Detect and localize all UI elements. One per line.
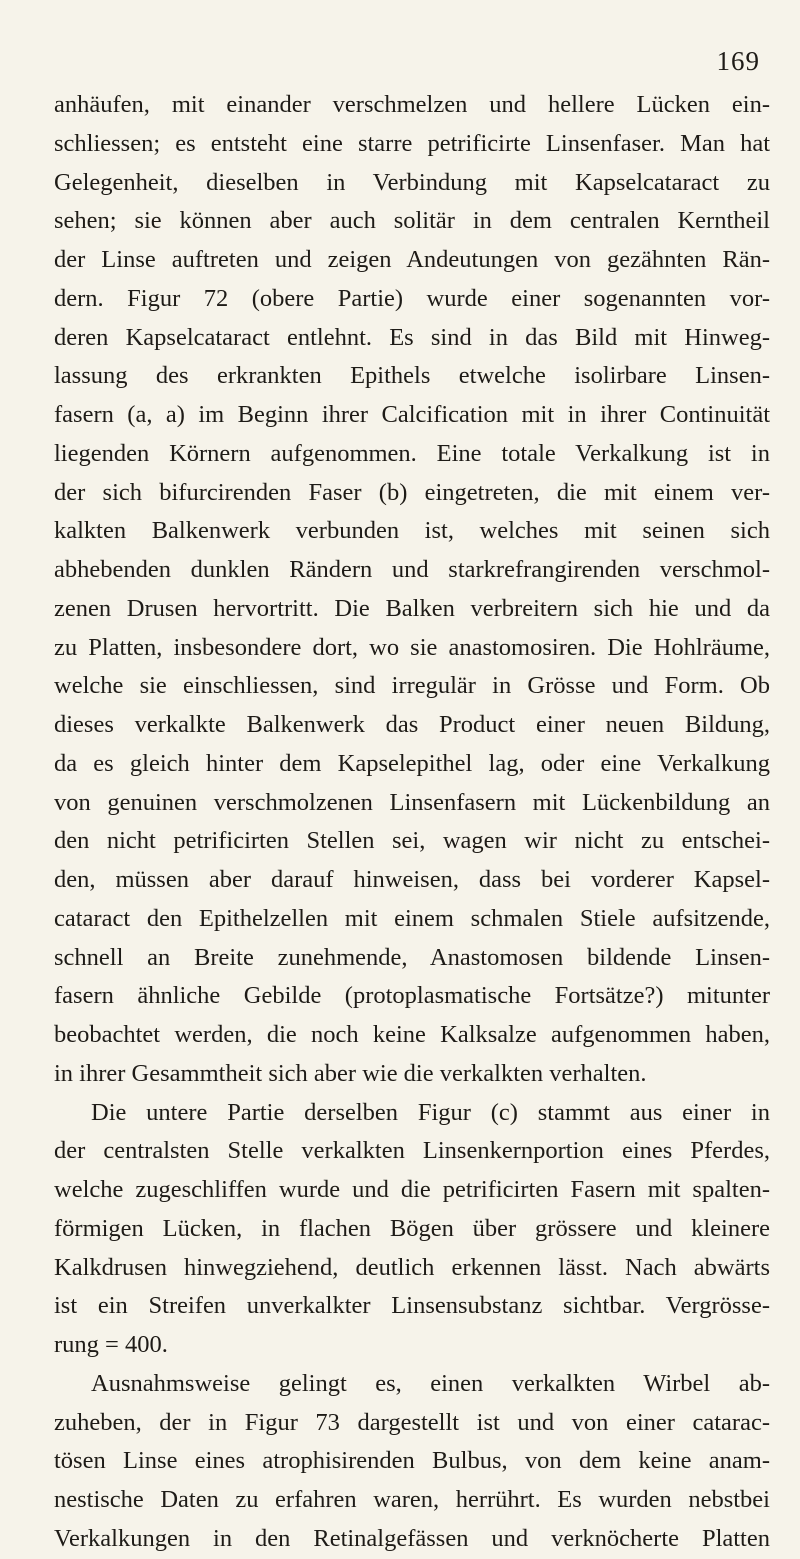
text-line: den nicht petrificirten Stellen sei, wagen wir nicht zu entschei- — [54, 827, 770, 855]
text-line: fasern ähnliche Gebilde (protoplasmatische Fortsätze?) mitunter — [54, 982, 770, 1010]
text-line: tösen Linse eines atrophisirenden Bulbus, von dem keine anam- — [54, 1447, 770, 1475]
text-line: von genuinen verschmolzenen Linsenfasern mit Lückenbildung an — [54, 788, 770, 816]
text-line: anhäufen, mit einander verschmelzen und hellere Lücken ein- — [54, 91, 770, 118]
text-line: Kalkdrusen hinwegziehend, deutlich erkennen lässt. Nach abwärts — [54, 1253, 770, 1281]
text-line: kalkten Balkenwerk verbunden ist, welches mit seinen sich — [54, 517, 770, 545]
text-line: förmigen Lücken, in flachen Bögen über grössere und kleinere — [54, 1214, 770, 1242]
text-line: cataract den Epithelzellen mit einem schmalen Stiele aufsitzende, — [54, 904, 770, 932]
text-line: der Linse auftreten und zeigen Andeutungen von gezähnten Rän- — [54, 246, 770, 273]
text-line: zenen Drusen hervortritt. Die Balken verbreitern sich hie und da — [54, 594, 770, 622]
text-line: dieses verkalkte Balkenwerk das Product einer neuen Bildung, — [54, 711, 770, 738]
page-number: 169 — [716, 46, 760, 76]
text-line: fasern (a, a) im Beginn ihrer Calcification mit in ihrer Continuität — [54, 401, 770, 428]
text-line: welche zugeschliffen wurde und die petrificirten Fasern mit spalten- — [54, 1176, 770, 1203]
text-line: Die untere Partie derselben Figur (c) stammt aus einer in — [91, 1098, 770, 1126]
text-line: Verkalkungen in den Retinalgefässen und verknöcherte Platten — [54, 1524, 770, 1552]
text-line: Ausnahmsweise gelingt es, einen verkalkten Wirbel ab- — [91, 1369, 770, 1397]
text-line: der centralsten Stelle verkalkten Linsenkernportion eines Pferdes, — [54, 1137, 770, 1165]
body-text — [54, 86, 770, 1559]
text-line: sehen; sie können aber auch solitär in dem centralen Kerntheil — [54, 207, 770, 235]
text-line: abhebenden dunklen Rändern und starkrefrangirenden verschmol- — [54, 556, 770, 583]
text-line: zuheben, der in Figur 73 dargestellt ist und von einer catarac- — [54, 1408, 770, 1436]
text-line: nestische Daten zu erfahren waren, herrührt. Es wurden nebstbei — [54, 1486, 770, 1513]
text-line: deren Kapselcataract entlehnt. Es sind in das Bild mit Hinweg- — [54, 323, 770, 351]
text-line: beobachtet werden, die noch keine Kalksalze aufgenommen haben, — [54, 1021, 770, 1048]
text-line: der sich bifurcirenden Faser (b) eingetreten, die mit einem ver- — [54, 478, 770, 506]
text-line: schnell an Breite zunehmende, Anastomosen bildende Linsen- — [54, 943, 770, 971]
text-line: liegenden Körnern aufgenommen. Eine totale Verkalkung ist in — [54, 439, 770, 467]
text-line: lassung des erkrankten Epithels etwelche isolirbare Linsen- — [54, 362, 770, 390]
text-line: den, müssen aber darauf hinweisen, dass bei vorderer Kapsel- — [54, 866, 770, 893]
text-line: dern. Figur 72 (obere Partie) wurde einer sogenannten vor- — [54, 284, 770, 312]
text-line: schliessen; es entsteht eine starre petrificirte Linsenfaser. Man hat — [54, 129, 770, 157]
text-line: ist ein Streifen unverkalkter Linsensubstanz sichtbar. Vergrösse- — [54, 1292, 770, 1320]
text-line: welche sie einschliessen, sind irregulär in Grösse und Form. Ob — [54, 672, 770, 700]
text-line: in ihrer Gesammtheit sich aber wie die verkalkten verhalten. — [54, 1059, 647, 1087]
text-line: Gelegenheit, dieselben in Verbindung mit Kapselcataract zu — [54, 168, 770, 196]
text-line: da es gleich hinter dem Kapselepithel lag, oder eine Verkalkung — [54, 749, 770, 777]
text-line: zu Platten, insbesondere dort, wo sie anastomosiren. Die Hohlräume, — [54, 633, 770, 661]
text-line: rung = 400. — [54, 1331, 168, 1358]
